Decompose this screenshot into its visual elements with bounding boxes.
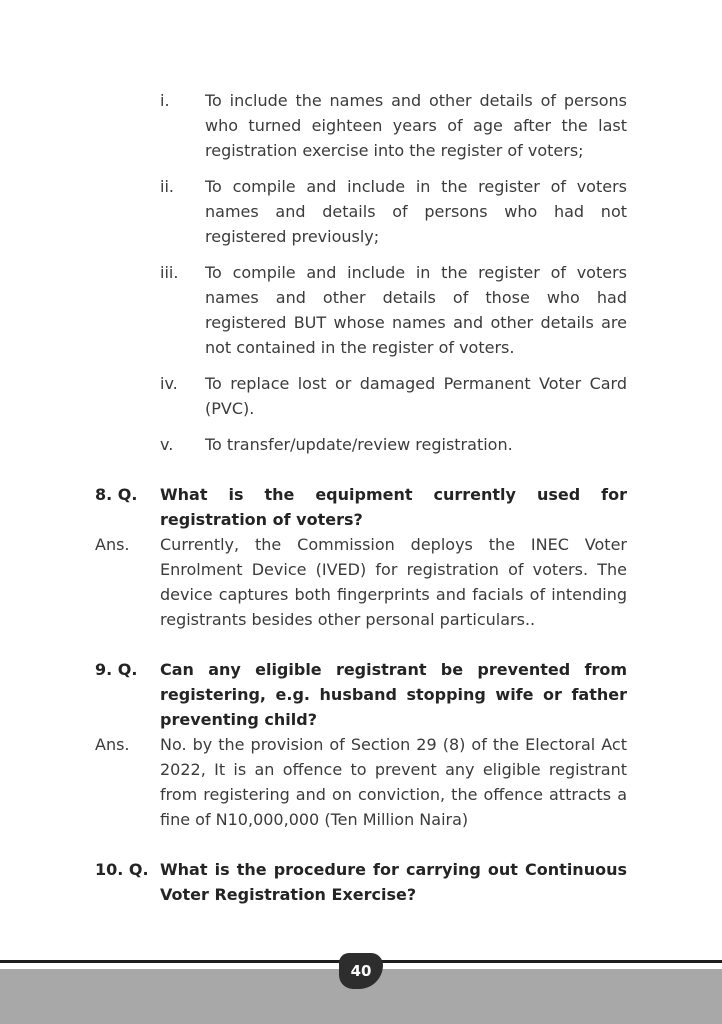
list-item — [160, 432, 627, 457]
question-number-label: 8. Q. — [95, 485, 138, 504]
page-content — [95, 88, 627, 907]
list-item-text: To transfer/update/review registration. — [205, 435, 513, 454]
list-item-text: To include the names and other details of persons who turned eighteen years of age after the last registration exercise into the register of voters; — [205, 91, 627, 160]
question-number-label: 10. Q. — [95, 860, 149, 879]
question-row — [95, 482, 627, 532]
list-item-text: To compile and include in the register of voters names and other details of those who had registered BUT whose names and other details are not contained in the register of voters. — [205, 263, 627, 357]
answer-row — [95, 532, 627, 632]
question-text: What is the equipment currently used for registration of voters? — [160, 485, 627, 529]
question-number-label: 9. Q. — [95, 660, 138, 679]
answer-label: Ans. — [95, 535, 130, 554]
qa-block-question-9 — [95, 657, 627, 832]
question-text: What is the procedure for carrying out Continuous Voter Registration Exercise? — [160, 860, 627, 904]
list-item-text: To compile and include in the register of voters names and details of persons who had not registered previously; — [205, 177, 627, 246]
roman-numeral-list — [95, 88, 627, 457]
list-item-numeral: ii. — [160, 177, 174, 196]
qa-block-question-10 — [95, 857, 627, 907]
answer-text: Currently, the Commission deploys the INEC Voter Enrolment Device (IVED) for registration of voters. The device captures both fingerprints and facials of intending registrants besides other personal particulars.. — [160, 535, 627, 629]
answer-row — [95, 732, 627, 832]
qa-block-question-8 — [95, 482, 627, 632]
list-item-text: To replace lost or damaged Permanent Voter Card (PVC). — [205, 374, 627, 418]
question-row — [95, 857, 627, 907]
page-number: 40 — [350, 961, 372, 980]
question-row — [95, 657, 627, 732]
list-item-numeral: v. — [160, 435, 174, 454]
list-item — [160, 260, 627, 360]
list-item — [160, 174, 627, 249]
answer-text: No. by the provision of Section 29 (8) of the Electoral Act 2022, It is an offence to prevent any eligible registrant from registering and on conviction, the offence attracts a fine of N10,000,000 (Ten Million Naira) — [160, 735, 627, 829]
list-item — [160, 88, 627, 163]
answer-label: Ans. — [95, 735, 130, 754]
list-item — [160, 371, 627, 421]
question-text: Can any eligible registrant be prevented from registering, e.g. husband stopping wife or father preventing child? — [160, 660, 627, 729]
list-item-numeral: i. — [160, 91, 170, 110]
list-item-numeral: iii. — [160, 263, 179, 282]
list-item-numeral: iv. — [160, 374, 178, 393]
